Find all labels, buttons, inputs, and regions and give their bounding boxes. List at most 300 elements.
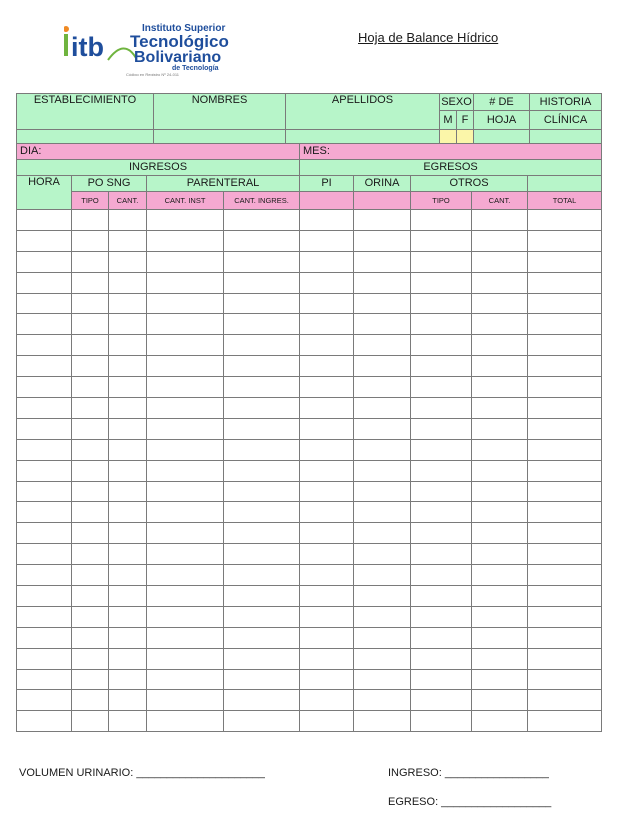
po-sng-tipo-cell[interactable] — [72, 335, 109, 356]
parenteral-cant-ingres-cell[interactable] — [224, 606, 300, 627]
otros-tipo-cell[interactable] — [411, 418, 472, 439]
mes-label: MES: — [300, 144, 602, 160]
otros-cant-cell[interactable] — [472, 272, 528, 293]
orina-cell[interactable] — [354, 335, 411, 356]
po-sng-cant-cell[interactable] — [109, 377, 147, 398]
otros-cant-cell[interactable] — [472, 669, 528, 690]
otros-tipo-cell[interactable] — [411, 502, 472, 523]
total-cell[interactable] — [528, 272, 602, 293]
po-sng-cant-cell[interactable] — [109, 481, 147, 502]
table-row — [17, 335, 602, 356]
orina-cell[interactable] — [354, 627, 411, 648]
po-sng-tipo-cell[interactable] — [72, 230, 109, 251]
po-sng-cant-cell[interactable] — [109, 335, 147, 356]
po-sng-tipo-cell[interactable] — [72, 606, 109, 627]
parenteral-cant-inst-cell[interactable] — [147, 544, 224, 565]
otros-cant-cell[interactable] — [472, 314, 528, 335]
parenteral-cant-inst-cell[interactable] — [147, 523, 224, 544]
otros-cant-cell[interactable] — [472, 210, 528, 231]
otros-tipo-cell[interactable] — [411, 272, 472, 293]
sexo-header: SEXO — [440, 94, 474, 111]
otros-cant-cell[interactable] — [472, 711, 528, 732]
total-cell[interactable] — [528, 460, 602, 481]
parenteral-cant-ingres-cell[interactable] — [224, 460, 300, 481]
parenteral-cant-ingres-cell[interactable] — [224, 669, 300, 690]
egresos-header: EGRESOS — [300, 160, 602, 176]
otros-cant-header: CANT. — [472, 192, 528, 210]
orina-header: ORINA — [354, 176, 411, 192]
parenteral-cant-ingres-cell[interactable] — [224, 418, 300, 439]
po-sng-cant-cell[interactable] — [109, 523, 147, 544]
po-sng-cant-cell[interactable] — [109, 398, 147, 419]
hora-cell[interactable] — [17, 335, 72, 356]
hora-cell[interactable] — [17, 523, 72, 544]
table-row — [17, 690, 602, 711]
orina-cell[interactable] — [354, 586, 411, 607]
pi-cell[interactable] — [300, 314, 354, 335]
orina-subheader — [354, 192, 411, 210]
parenteral-cant-inst-cell[interactable] — [147, 565, 224, 586]
hora-cell[interactable] — [17, 230, 72, 251]
parenteral-cant-ingres-cell[interactable] — [224, 335, 300, 356]
otros-tipo-cell[interactable] — [411, 481, 472, 502]
po-sng-cant-cell[interactable] — [109, 230, 147, 251]
parenteral-cant-inst-cell[interactable] — [147, 669, 224, 690]
otros-cant-cell[interactable] — [472, 690, 528, 711]
parenteral-cant-inst-cell[interactable] — [147, 251, 224, 272]
table-row — [17, 356, 602, 377]
total-cell[interactable] — [528, 586, 602, 607]
parenteral-cant-ingres-header: CANT. INGRES. — [224, 192, 300, 210]
parenteral-cant-ingres-cell[interactable] — [224, 398, 300, 419]
hora-cell[interactable] — [17, 481, 72, 502]
total-header-blank — [528, 176, 602, 192]
pi-cell[interactable] — [300, 398, 354, 419]
nombres-header: NOMBRES — [154, 94, 286, 130]
table-row — [17, 230, 602, 251]
po-sng-cant-cell[interactable] — [109, 648, 147, 669]
parenteral-cant-ingres-cell[interactable] — [224, 314, 300, 335]
num-hoja-header-line2: HOJA — [474, 111, 530, 130]
po-sng-cant-cell[interactable] — [109, 314, 147, 335]
otros-cant-cell[interactable] — [472, 356, 528, 377]
otros-cant-cell[interactable] — [472, 502, 528, 523]
orina-cell[interactable] — [354, 210, 411, 231]
otros-cant-cell[interactable] — [472, 565, 528, 586]
logo-line1: Instituto Superior — [142, 23, 226, 34]
parenteral-cant-inst-cell[interactable] — [147, 210, 224, 231]
po-sng-cant-cell[interactable] — [109, 272, 147, 293]
otros-tipo-cell[interactable] — [411, 251, 472, 272]
po-sng-cant-cell[interactable] — [109, 606, 147, 627]
po-sng-cant-cell[interactable] — [109, 439, 147, 460]
otros-cant-cell[interactable] — [472, 439, 528, 460]
orina-cell[interactable] — [354, 606, 411, 627]
po-sng-tipo-cell[interactable] — [72, 481, 109, 502]
otros-cant-cell[interactable] — [472, 293, 528, 314]
pi-cell[interactable] — [300, 377, 354, 398]
hora-cell[interactable] — [17, 690, 72, 711]
orina-cell[interactable] — [354, 669, 411, 690]
logo-line4: de Tecnología — [172, 65, 219, 72]
parenteral-cant-inst-cell[interactable] — [147, 230, 224, 251]
po-sng-cant-cell[interactable] — [109, 356, 147, 377]
hora-header: HORA — [17, 176, 72, 210]
orina-cell[interactable] — [354, 356, 411, 377]
total-cell[interactable] — [528, 627, 602, 648]
parenteral-cant-inst-cell[interactable] — [147, 627, 224, 648]
otros-tipo-cell[interactable] — [411, 690, 472, 711]
otros-cant-cell[interactable] — [472, 251, 528, 272]
po-sng-tipo-cell[interactable] — [72, 544, 109, 565]
otros-tipo-cell[interactable] — [411, 669, 472, 690]
table-row — [17, 210, 602, 231]
orina-cell[interactable] — [354, 648, 411, 669]
hora-cell[interactable] — [17, 460, 72, 481]
hora-cell[interactable] — [17, 606, 72, 627]
po-sng-cant-header: CANT. — [109, 192, 147, 210]
po-sng-tipo-cell[interactable] — [72, 356, 109, 377]
parenteral-cant-inst-cell[interactable] — [147, 460, 224, 481]
parenteral-cant-ingres-cell[interactable] — [224, 711, 300, 732]
total-cell[interactable] — [528, 230, 602, 251]
total-cell[interactable] — [528, 502, 602, 523]
total-cell[interactable] — [528, 293, 602, 314]
po-sng-tipo-cell[interactable] — [72, 460, 109, 481]
otros-tipo-cell[interactable] — [411, 356, 472, 377]
total-cell[interactable] — [528, 314, 602, 335]
logo-i-dot — [64, 26, 69, 32]
po-sng-cant-cell[interactable] — [109, 690, 147, 711]
parenteral-cant-inst-cell[interactable] — [147, 502, 224, 523]
historia-header-line1: HISTORIA — [530, 94, 602, 111]
po-sng-cant-cell[interactable] — [109, 502, 147, 523]
otros-cant-cell[interactable] — [472, 523, 528, 544]
hora-cell[interactable] — [17, 293, 72, 314]
parenteral-cant-ingres-cell[interactable] — [224, 293, 300, 314]
otros-tipo-cell[interactable] — [411, 648, 472, 669]
orina-cell[interactable] — [354, 481, 411, 502]
parenteral-cant-inst-cell[interactable] — [147, 293, 224, 314]
parenteral-cant-inst-cell[interactable] — [147, 481, 224, 502]
parenteral-cant-ingres-cell[interactable] — [224, 481, 300, 502]
sexo-f-header: F — [457, 111, 474, 130]
total-cell[interactable] — [528, 544, 602, 565]
table-row — [17, 439, 602, 460]
po-sng-tipo-cell[interactable] — [72, 627, 109, 648]
total-cell[interactable] — [528, 711, 602, 732]
total-cell[interactable] — [528, 439, 602, 460]
otros-tipo-cell[interactable] — [411, 398, 472, 419]
orina-cell[interactable] — [354, 418, 411, 439]
hora-cell[interactable] — [17, 586, 72, 607]
total-cell[interactable] — [528, 251, 602, 272]
otros-tipo-cell[interactable] — [411, 377, 472, 398]
orina-cell[interactable] — [354, 439, 411, 460]
hora-cell[interactable] — [17, 627, 72, 648]
po-sng-tipo-cell[interactable] — [72, 690, 109, 711]
otros-tipo-cell[interactable] — [411, 293, 472, 314]
pi-cell[interactable] — [300, 335, 354, 356]
orina-cell[interactable] — [354, 690, 411, 711]
otros-cant-cell[interactable] — [472, 544, 528, 565]
parenteral-cant-ingres-cell[interactable] — [224, 272, 300, 293]
total-cell[interactable] — [528, 523, 602, 544]
otros-tipo-cell[interactable] — [411, 439, 472, 460]
total-cell[interactable] — [528, 565, 602, 586]
otros-cant-cell[interactable] — [472, 481, 528, 502]
logo-line2: Tecnológico — [130, 32, 229, 51]
otros-cant-cell[interactable] — [472, 230, 528, 251]
po-sng-cant-cell[interactable] — [109, 210, 147, 231]
parenteral-cant-inst-cell[interactable] — [147, 314, 224, 335]
po-sng-tipo-cell[interactable] — [72, 565, 109, 586]
table-row — [17, 627, 602, 648]
pi-cell[interactable] — [300, 606, 354, 627]
po-sng-tipo-cell[interactable] — [72, 502, 109, 523]
po-sng-cant-cell[interactable] — [109, 627, 147, 648]
pi-cell[interactable] — [300, 418, 354, 439]
parenteral-cant-ingres-cell[interactable] — [224, 544, 300, 565]
pi-cell[interactable] — [300, 648, 354, 669]
table-row — [17, 377, 602, 398]
pi-cell[interactable] — [300, 523, 354, 544]
total-cell[interactable] — [528, 418, 602, 439]
orina-cell[interactable] — [354, 230, 411, 251]
pi-cell[interactable] — [300, 586, 354, 607]
parenteral-cant-ingres-cell[interactable] — [224, 251, 300, 272]
pi-cell[interactable] — [300, 230, 354, 251]
parenteral-cant-ingres-cell[interactable] — [224, 356, 300, 377]
otros-tipo-cell[interactable] — [411, 314, 472, 335]
orina-cell[interactable] — [354, 460, 411, 481]
egreso-total-line[interactable]: EGRESO: __________________ — [388, 796, 552, 808]
pi-cell[interactable] — [300, 690, 354, 711]
total-cell[interactable] — [528, 335, 602, 356]
pi-cell[interactable] — [300, 502, 354, 523]
total-cell[interactable] — [528, 481, 602, 502]
parenteral-cant-inst-cell[interactable] — [147, 398, 224, 419]
pi-cell[interactable] — [300, 711, 354, 732]
po-sng-cant-cell[interactable] — [109, 669, 147, 690]
po-sng-header: PO SNG — [72, 176, 147, 192]
patient-info-table — [16, 93, 602, 146]
ingreso-total-line[interactable]: INGRESO: _________________ — [388, 767, 549, 779]
parenteral-cant-inst-cell[interactable] — [147, 418, 224, 439]
po-sng-tipo-cell[interactable] — [72, 377, 109, 398]
otros-tipo-cell[interactable] — [411, 460, 472, 481]
parenteral-cant-inst-cell[interactable] — [147, 335, 224, 356]
ingresos-header: INGRESOS — [17, 160, 300, 176]
parenteral-cant-ingres-cell[interactable] — [224, 377, 300, 398]
po-sng-cant-cell[interactable] — [109, 460, 147, 481]
otros-tipo-cell[interactable] — [411, 230, 472, 251]
total-cell[interactable] — [528, 606, 602, 627]
parenteral-cant-inst-cell[interactable] — [147, 272, 224, 293]
otros-tipo-header: TIPO — [411, 192, 472, 210]
parenteral-cant-ingres-cell[interactable] — [224, 586, 300, 607]
table-row — [17, 565, 602, 586]
hora-cell[interactable] — [17, 210, 72, 231]
otros-tipo-cell[interactable] — [411, 711, 472, 732]
po-sng-tipo-cell[interactable] — [72, 711, 109, 732]
pi-cell[interactable] — [300, 565, 354, 586]
hora-cell[interactable] — [17, 669, 72, 690]
hora-cell[interactable] — [17, 648, 72, 669]
pi-cell[interactable] — [300, 210, 354, 231]
orina-cell[interactable] — [354, 272, 411, 293]
po-sng-tipo-cell[interactable] — [72, 251, 109, 272]
parenteral-cant-inst-cell[interactable] — [147, 356, 224, 377]
hora-cell[interactable] — [17, 544, 72, 565]
orina-cell[interactable] — [354, 565, 411, 586]
table-row — [17, 251, 602, 272]
pi-cell[interactable] — [300, 272, 354, 293]
parenteral-cant-ingres-cell[interactable] — [224, 523, 300, 544]
orina-cell[interactable] — [354, 544, 411, 565]
pi-cell[interactable] — [300, 439, 354, 460]
pi-cell[interactable] — [300, 251, 354, 272]
otros-cant-cell[interactable] — [472, 627, 528, 648]
orina-cell[interactable] — [354, 251, 411, 272]
num-hoja-header-line1: # DE — [474, 94, 530, 111]
pi-cell[interactable] — [300, 627, 354, 648]
pi-cell[interactable] — [300, 356, 354, 377]
otros-cant-cell[interactable] — [472, 586, 528, 607]
otros-cant-cell[interactable] — [472, 648, 528, 669]
po-sng-cant-cell[interactable] — [109, 586, 147, 607]
table-row — [17, 586, 602, 607]
parenteral-cant-ingres-cell[interactable] — [224, 230, 300, 251]
parenteral-cant-ingres-cell[interactable] — [224, 690, 300, 711]
hora-cell[interactable] — [17, 251, 72, 272]
po-sng-cant-cell[interactable] — [109, 251, 147, 272]
total-cell[interactable] — [528, 398, 602, 419]
pi-cell[interactable] — [300, 669, 354, 690]
parenteral-cant-inst-cell[interactable] — [147, 711, 224, 732]
otros-cant-cell[interactable] — [472, 377, 528, 398]
po-sng-cant-cell[interactable] — [109, 711, 147, 732]
orina-cell[interactable] — [354, 502, 411, 523]
orina-cell[interactable] — [354, 293, 411, 314]
pi-subheader — [300, 192, 354, 210]
otros-cant-cell[interactable] — [472, 606, 528, 627]
po-sng-tipo-cell[interactable] — [72, 439, 109, 460]
dia-label: DIA: — [17, 144, 300, 160]
table-row — [17, 418, 602, 439]
parenteral-cant-inst-cell[interactable] — [147, 606, 224, 627]
parenteral-cant-ingres-cell[interactable] — [224, 565, 300, 586]
po-sng-cant-cell[interactable] — [109, 293, 147, 314]
table-row — [17, 502, 602, 523]
otros-tipo-cell[interactable] — [411, 565, 472, 586]
po-sng-tipo-cell[interactable] — [72, 586, 109, 607]
po-sng-cant-cell[interactable] — [109, 565, 147, 586]
table-row — [17, 272, 602, 293]
orina-cell[interactable] — [354, 711, 411, 732]
parenteral-cant-inst-cell[interactable] — [147, 648, 224, 669]
hora-cell[interactable] — [17, 314, 72, 335]
parenteral-cant-ingres-cell[interactable] — [224, 648, 300, 669]
table-row — [17, 669, 602, 690]
otros-cant-cell[interactable] — [472, 460, 528, 481]
parenteral-cant-ingres-cell[interactable] — [224, 210, 300, 231]
po-sng-cant-cell[interactable] — [109, 544, 147, 565]
total-cell[interactable] — [528, 356, 602, 377]
otros-tipo-cell[interactable] — [411, 606, 472, 627]
parenteral-cant-inst-cell[interactable] — [147, 439, 224, 460]
parenteral-cant-inst-cell[interactable] — [147, 377, 224, 398]
table-row — [17, 314, 602, 335]
hora-cell[interactable] — [17, 398, 72, 419]
otros-tipo-cell[interactable] — [411, 523, 472, 544]
hora-cell[interactable] — [17, 272, 72, 293]
pi-cell[interactable] — [300, 481, 354, 502]
hora-cell[interactable] — [17, 418, 72, 439]
orina-cell[interactable] — [354, 377, 411, 398]
otros-tipo-cell[interactable] — [411, 544, 472, 565]
parenteral-cant-inst-cell[interactable] — [147, 690, 224, 711]
total-cell[interactable] — [528, 210, 602, 231]
total-cell[interactable] — [528, 377, 602, 398]
table-row — [17, 481, 602, 502]
po-sng-tipo-cell[interactable] — [72, 314, 109, 335]
total-cell[interactable] — [528, 690, 602, 711]
hora-cell[interactable] — [17, 565, 72, 586]
total-header: TOTAL — [528, 192, 602, 210]
otros-cant-cell[interactable] — [472, 418, 528, 439]
po-sng-tipo-cell[interactable] — [72, 293, 109, 314]
table-row — [17, 648, 602, 669]
po-sng-cant-cell[interactable] — [109, 418, 147, 439]
parenteral-cant-inst-cell[interactable] — [147, 586, 224, 607]
pi-cell[interactable] — [300, 293, 354, 314]
otros-tipo-cell[interactable] — [411, 627, 472, 648]
parenteral-cant-ingres-cell[interactable] — [224, 627, 300, 648]
hora-cell[interactable] — [17, 377, 72, 398]
po-sng-tipo-cell[interactable] — [72, 272, 109, 293]
hora-cell[interactable] — [17, 439, 72, 460]
otros-cant-cell[interactable] — [472, 398, 528, 419]
otros-tipo-cell[interactable] — [411, 210, 472, 231]
po-sng-tipo-cell[interactable] — [72, 523, 109, 544]
hora-cell[interactable] — [17, 502, 72, 523]
parenteral-cant-ingres-cell[interactable] — [224, 502, 300, 523]
total-cell[interactable] — [528, 648, 602, 669]
hora-cell[interactable] — [17, 711, 72, 732]
total-cell[interactable] — [528, 669, 602, 690]
po-sng-tipo-cell[interactable] — [72, 648, 109, 669]
po-sng-tipo-cell[interactable] — [72, 669, 109, 690]
orina-cell[interactable] — [354, 314, 411, 335]
balance-table — [16, 143, 602, 732]
hora-cell[interactable] — [17, 356, 72, 377]
po-sng-tipo-cell[interactable] — [72, 398, 109, 419]
volumen-urinario-line[interactable]: VOLUMEN URINARIO: _____________________ — [19, 767, 265, 779]
orina-cell[interactable] — [354, 398, 411, 419]
orina-cell[interactable] — [354, 523, 411, 544]
pi-cell[interactable] — [300, 460, 354, 481]
otros-tipo-cell[interactable] — [411, 586, 472, 607]
pi-cell[interactable] — [300, 544, 354, 565]
otros-tipo-cell[interactable] — [411, 335, 472, 356]
po-sng-tipo-cell[interactable] — [72, 210, 109, 231]
otros-cant-cell[interactable] — [472, 335, 528, 356]
po-sng-tipo-cell[interactable] — [72, 418, 109, 439]
table-row — [17, 523, 602, 544]
parenteral-cant-ingres-cell[interactable] — [224, 439, 300, 460]
logo-i-stem — [64, 34, 68, 56]
